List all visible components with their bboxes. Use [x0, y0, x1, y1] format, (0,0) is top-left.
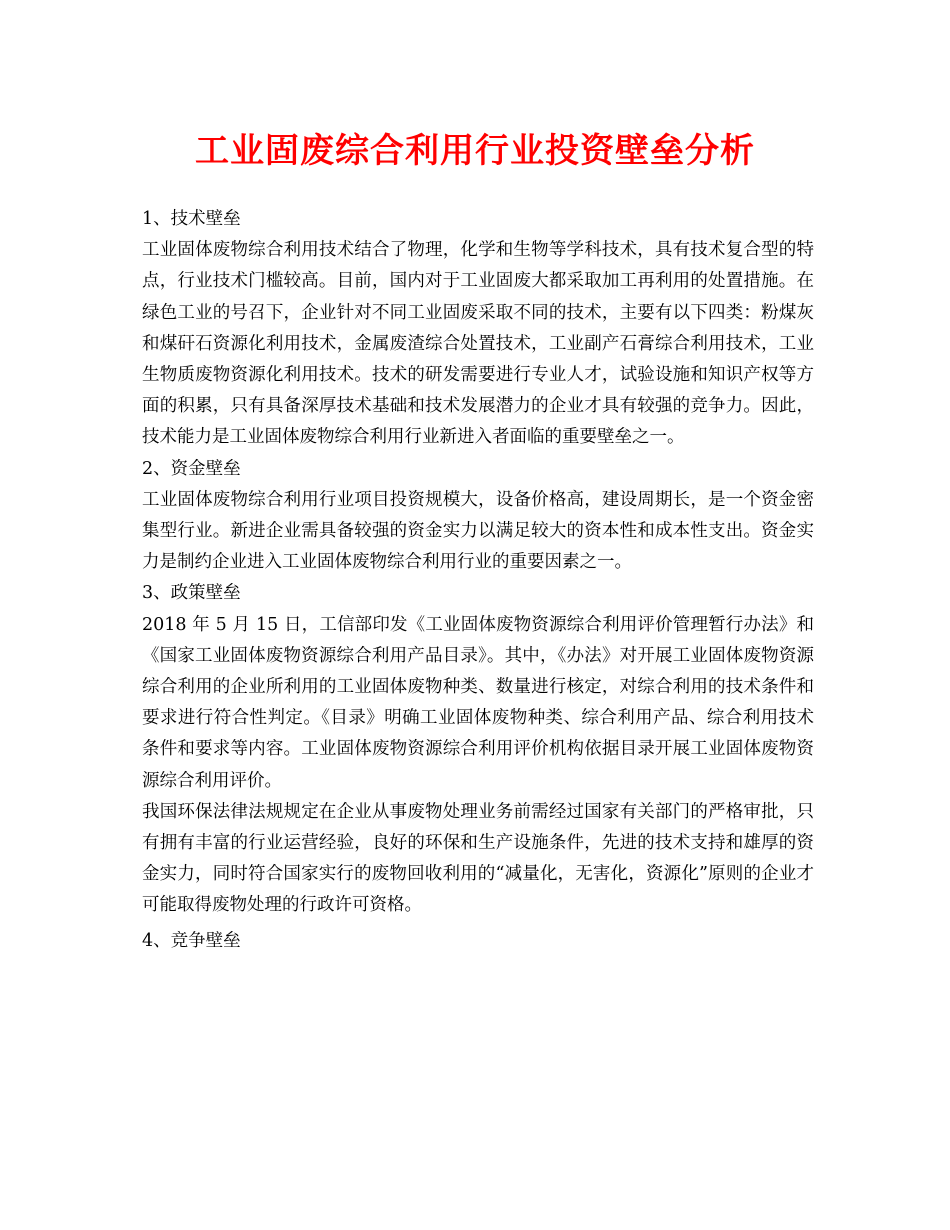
paragraph-policy: 2018 年 5 月 15 日，工信部印发《工业固体废物资源综合利用评价管理暂行办法》和《国家工业固体废物资源综合利用产品目录》。其中，《办法》对开展工业固体废物资源综合利用的企业所利用的工业固体废物种类、数量进行核定，对综合利用的技术条件和要求进行符合性判定。《目录》明确工业固体废物种类、综合利用产品、综合利用技术条件和要求等内容。工业固体废物资源综合利用评价机构依据目录开展工业固体废物资源综合利用评价。 — [142, 614, 814, 791]
section-heading-capital: 2、资金壁垒 — [142, 458, 241, 479]
page-title: 工业固废综合利用行业投资壁垒分析 — [195, 131, 755, 171]
section-heading-competition: 4、竞争壁垒 — [142, 930, 241, 951]
paragraph-technology: 工业固体废物综合利用技术结合了物理，化学和生物等学科技术，具有技术复合型的特点，行业技术门槛较高。目前，国内对于工业固废大都采取加工再利用的处置措施。在绿色工业的号召下，企业针对不同工业固废采取不同的技术，主要有以下四类：粉煤灰和煤矸石资源化利用技术，金属废渣综合处置技术，工业副产石膏综合利用技术，工业生物质废物资源化利用技术。技术的研发需要进行专业人才，试验设施和知识产权等方面的积累，只有具备深厚技术基础和技术发展潜力的企业才具有较强的竞争力。因此，技术能力是工业固体废物综合利用行业新进入者面临的重要壁垒之一。 — [142, 240, 814, 448]
paragraph-capital: 工业固体废物综合利用行业项目投资规模大，设备价格高，建设周期长，是一个资金密集型行业。新进企业需具备较强的资金实力以满足较大的资本性和成本性支出。资金实力是制约企业进入工业固体废物综合利用行业的重要因素之一。 — [142, 489, 814, 573]
section-heading-policy: 3、政策壁垒 — [142, 583, 241, 604]
section-heading-technology: 1、技术壁垒 — [142, 209, 241, 229]
document-body — [142, 204, 814, 957]
paragraph-regulation: 我国环保法律法规规定在企业从事废物处理业务前需经过国家有关部门的严格审批，只有拥有丰富的行业运营经验，良好的环保和生产设施条件，先进的技术支持和雄厚的资金实力，同时符合国家实行的废物回收利用的“减量化，无害化，资源化”原则的企业才可能取得废物处理的行政许可资格。 — [142, 801, 814, 916]
